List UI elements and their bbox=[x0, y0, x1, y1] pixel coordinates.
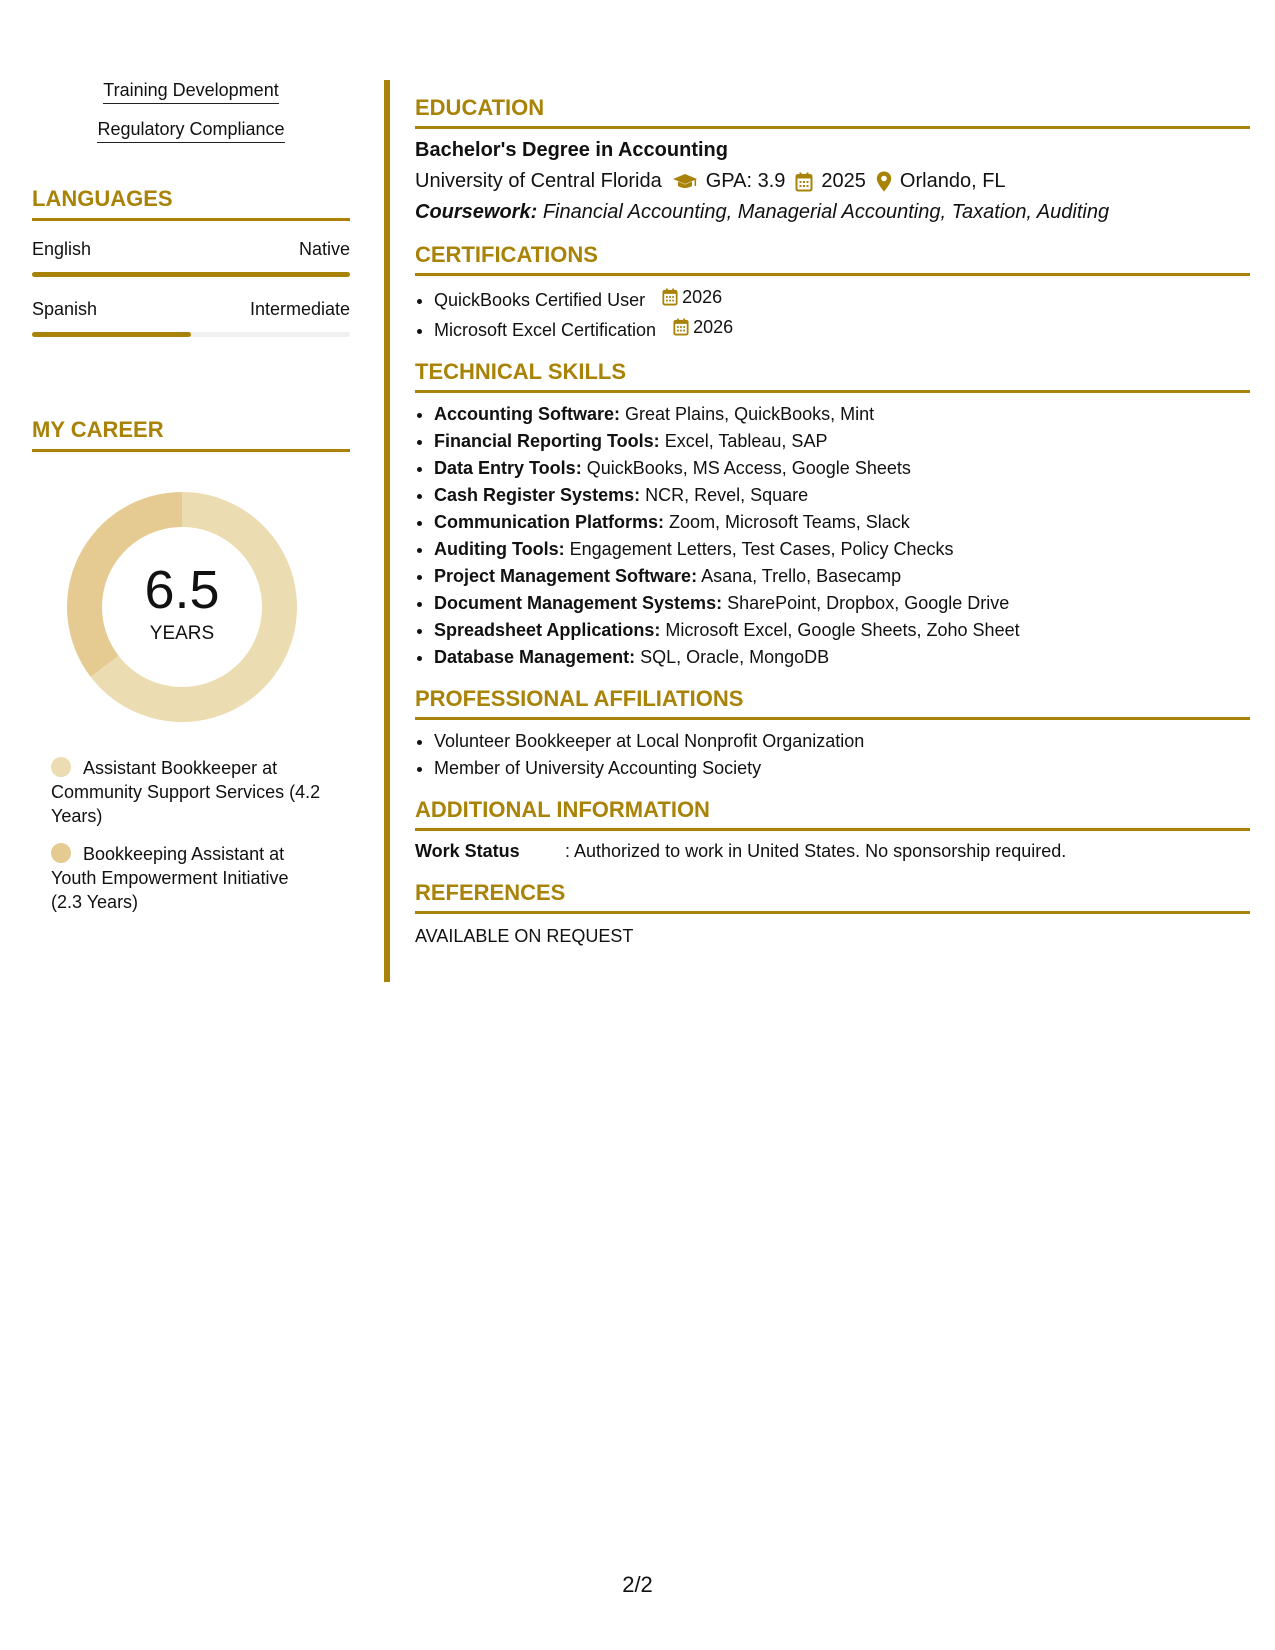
languages-heading: LANGUAGES bbox=[32, 186, 350, 221]
calendar-icon bbox=[662, 288, 678, 306]
skill-category: Data Entry Tools: bbox=[434, 458, 582, 478]
calendar-icon bbox=[795, 172, 813, 192]
skill-category: Cash Register Systems: bbox=[434, 485, 641, 505]
additional-info-heading: ADDITIONAL INFORMATION bbox=[415, 797, 1250, 831]
graduation-cap-icon bbox=[672, 172, 698, 192]
skill-category: Auditing Tools: bbox=[434, 539, 565, 559]
affiliations-heading: PROFESSIONAL AFFILIATIONS bbox=[415, 686, 1250, 720]
education-school: University of Central Florida bbox=[415, 170, 662, 192]
column-divider bbox=[384, 80, 390, 982]
skill-values: NCR, Revel, Square bbox=[645, 485, 809, 505]
career-heading: MY CAREER bbox=[32, 417, 350, 452]
skill-values: Excel, Tableau, SAP bbox=[664, 431, 828, 451]
language-level: Native bbox=[298, 239, 350, 259]
coursework-list: Financial Accounting, Managerial Accounting, Taxation, Auditing bbox=[542, 201, 1110, 223]
career-donut-center bbox=[67, 492, 297, 722]
skill-values: Zoom, Microsoft Teams, Slack bbox=[669, 512, 910, 532]
work-status-row bbox=[415, 841, 1250, 862]
map-pin-icon bbox=[876, 171, 892, 192]
education-location: Orlando, FL bbox=[899, 170, 1006, 192]
technical-skills-heading: TECHNICAL SKILLS bbox=[415, 359, 1250, 393]
right-column bbox=[415, 95, 1250, 965]
list-item bbox=[434, 646, 1250, 668]
education-coursework bbox=[415, 201, 1250, 224]
list-item: • Volunteer Bookkeeper at Local Nonprofit Organization bbox=[434, 730, 1250, 752]
career-legend-item bbox=[51, 756, 321, 828]
technical-skills-section bbox=[415, 359, 1250, 668]
skill-category: Communication Platforms: bbox=[434, 512, 665, 532]
work-status-label: Work Status bbox=[415, 841, 520, 861]
page-number: 2/2 bbox=[622, 1572, 653, 1597]
career-total-unit: YEARS bbox=[149, 623, 215, 644]
coursework-label: Coursework: bbox=[415, 201, 538, 223]
language-proficiency-bar bbox=[32, 332, 350, 337]
work-status-value: : Authorized to work in United States. No sponsorship required. bbox=[565, 841, 1067, 861]
technical-skills-list bbox=[415, 403, 1250, 668]
certification-date bbox=[662, 286, 722, 308]
list-item bbox=[434, 316, 1250, 341]
skill-values: Great Plains, QuickBooks, Mint bbox=[625, 404, 875, 424]
list-item bbox=[434, 430, 1250, 452]
list-item bbox=[434, 484, 1250, 506]
language-proficiency-fill bbox=[32, 272, 350, 277]
certifications-heading: CERTIFICATIONS bbox=[415, 242, 1250, 276]
affiliations-list bbox=[415, 730, 1250, 779]
education-year: 2025 bbox=[821, 170, 866, 192]
calendar-icon bbox=[673, 318, 689, 336]
list-item bbox=[434, 286, 1250, 311]
skill-values: SharePoint, Dropbox, Google Drive bbox=[727, 593, 1010, 613]
career-legend-dot bbox=[51, 757, 71, 777]
list-item bbox=[434, 592, 1250, 614]
education-degree: Bachelor's Degree in Accounting bbox=[415, 139, 728, 161]
language-proficiency-fill bbox=[32, 332, 191, 337]
certifications-list bbox=[415, 286, 1250, 341]
language-item bbox=[32, 239, 350, 277]
skill-category: Project Management Software: bbox=[434, 566, 698, 586]
list-item bbox=[434, 538, 1250, 560]
language-name: Spanish bbox=[32, 299, 98, 319]
list-item bbox=[434, 619, 1250, 641]
language-level: Intermediate bbox=[249, 299, 350, 319]
list-item bbox=[434, 457, 1250, 479]
language-proficiency-bar bbox=[32, 272, 350, 277]
certification-name: Microsoft Excel Certification bbox=[434, 320, 657, 340]
additional-info-section bbox=[415, 797, 1250, 862]
education-heading: EDUCATION bbox=[415, 95, 1250, 129]
list-item bbox=[434, 403, 1250, 425]
skill-values: SQL, Oracle, MongoDB bbox=[640, 647, 830, 667]
certification-name: QuickBooks Certified User bbox=[434, 290, 646, 310]
skill-category: Document Management Systems: bbox=[434, 593, 723, 613]
career-total-years: 6.5 bbox=[144, 560, 220, 620]
list-item bbox=[434, 565, 1250, 587]
certification-year: 2026 bbox=[682, 287, 723, 307]
skill-category: Accounting Software: bbox=[434, 404, 621, 424]
skill-category: Spreadsheet Applications: bbox=[434, 620, 661, 640]
skill-values: Engagement Letters, Test Cases, Policy Checks bbox=[569, 539, 954, 559]
language-item bbox=[32, 299, 350, 337]
education-gpa: GPA: 3.9 bbox=[705, 170, 786, 192]
left-column bbox=[32, 80, 350, 914]
language-name: English bbox=[32, 239, 92, 259]
career-legend-dot bbox=[51, 843, 71, 863]
skill-category: Financial Reporting Tools: bbox=[434, 431, 660, 451]
career-donut-chart bbox=[67, 492, 297, 722]
skill-values: QuickBooks, MS Access, Google Sheets bbox=[586, 458, 911, 478]
certification-year: 2026 bbox=[693, 317, 734, 337]
skill-category: Database Management: bbox=[434, 647, 636, 667]
certification-date bbox=[673, 316, 733, 338]
certifications-section bbox=[415, 242, 1250, 341]
skill-tag bbox=[32, 80, 350, 101]
skill-values: Microsoft Excel, Google Sheets, Zoho Sheet bbox=[665, 620, 1020, 640]
career-legend-label: Bookkeeping Assistant at Youth Empowerment Initiative (2.3 Years) bbox=[51, 844, 289, 912]
career-legend-label: Assistant Bookkeeper at Community Support Services (4.2 Years) bbox=[51, 758, 321, 826]
references-text: AVAILABLE ON REQUEST bbox=[415, 926, 634, 946]
references-section bbox=[415, 880, 1250, 947]
education-section bbox=[415, 95, 1250, 224]
references-heading: REFERENCES bbox=[415, 880, 1250, 914]
skill-values: Asana, Trello, Basecamp bbox=[701, 566, 902, 586]
skill-tag bbox=[32, 119, 350, 140]
career-legend-item bbox=[51, 842, 321, 914]
list-item: • Member of University Accounting Society bbox=[434, 757, 1250, 779]
list-item bbox=[434, 511, 1250, 533]
skill-tag-label: Regulatory Compliance bbox=[97, 119, 284, 143]
skill-tag-label: Training Development bbox=[103, 80, 278, 104]
education-details bbox=[415, 170, 1250, 193]
affiliations-section bbox=[415, 686, 1250, 779]
